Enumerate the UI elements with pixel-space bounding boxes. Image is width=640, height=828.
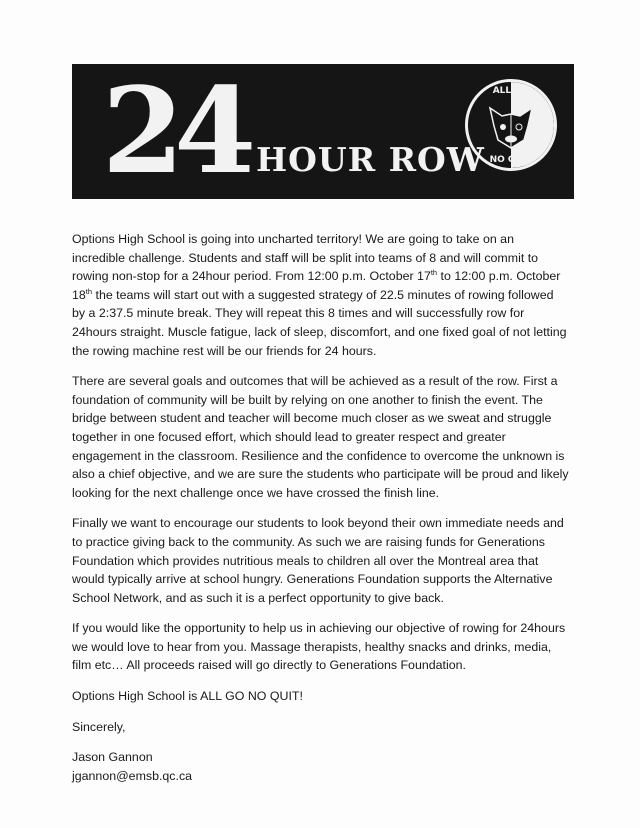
letter-body bbox=[72, 230, 570, 785]
header-banner bbox=[72, 61, 574, 200]
paragraph-giving-back: Finally we want to encourage our students to look beyond their own immediate needs and to practice giving back to the community. As such we are raising funds for Generations Foundation which provides nutritious meals to children all over the Montreal area that would typically arrive at school hungry. Generations Foundation supports the Alternative School Network, and as such it is a perfect opportunity to give back. bbox=[72, 516, 564, 605]
paragraph-intro-part-c: the teams will start out with a suggested strategy of 22.5 minutes of rowing followed by a 2:37.5 minute break. They will repeat this 8 times and will successfully row for 24hours straight. Muscle fatigue, lack of sleep, discomfort, and one fixed goal of not letting the rowing machine rest will be our friends for 24 hours. bbox=[72, 287, 567, 358]
paragraph-intro-part-a: Options High School is going into uncharted territory! We are going to take on an incredible challenge. Students and staff will be split into teams of 8 and will commit to rowing non-stop for a 24hour period. From 12:00 p.m. October 17 bbox=[72, 232, 539, 284]
paragraph-motto: Options High School is ALL GO NO QUIT! bbox=[72, 689, 303, 704]
ordinal-suffix: th bbox=[430, 268, 438, 278]
ordinal-suffix: th bbox=[85, 286, 93, 296]
paragraph-intro bbox=[72, 230, 570, 360]
logo-bottom-text: NO QUIT bbox=[489, 155, 533, 165]
paragraph-intro-part-b: to 12:00 p.m. October 18 bbox=[72, 269, 561, 302]
signer-email[interactable]: jgannon@emsb.qc.ca bbox=[72, 768, 193, 783]
logo-top-text: ALL GO bbox=[492, 86, 530, 96]
paragraph-call-to-action: If you would like the opportunity to help us in achieving our objective of rowing for 24hours we would love to hear from you. Massage therapists, healthy snacks and drinks, media, film etc… All proceeds raised will go directly to Generations Foundation. bbox=[72, 621, 566, 673]
closing: Sincerely, bbox=[72, 719, 126, 734]
banner-number: 24 bbox=[102, 61, 247, 200]
paragraph-goals: There are several goals and outcomes that will be achieved as a result of the row. First a foundation of community will be built by relying on one another to finish the event. The bridge between student and teacher will become much closer as we sweat and struggle together in one focused effort, which should lead to greater respect and greater engagement in the classroom. Resilience and the confidence to overcome the unknown is also a chief objective, and we are sure the students who participate will be proud and likely looking for the next challenge once we have crossed the finish line. bbox=[72, 374, 569, 500]
signer-name: Jason Gannon bbox=[72, 750, 153, 765]
all-go-no-quit-logo bbox=[465, 79, 557, 171]
banner-title: HOUR ROW bbox=[256, 140, 485, 179]
